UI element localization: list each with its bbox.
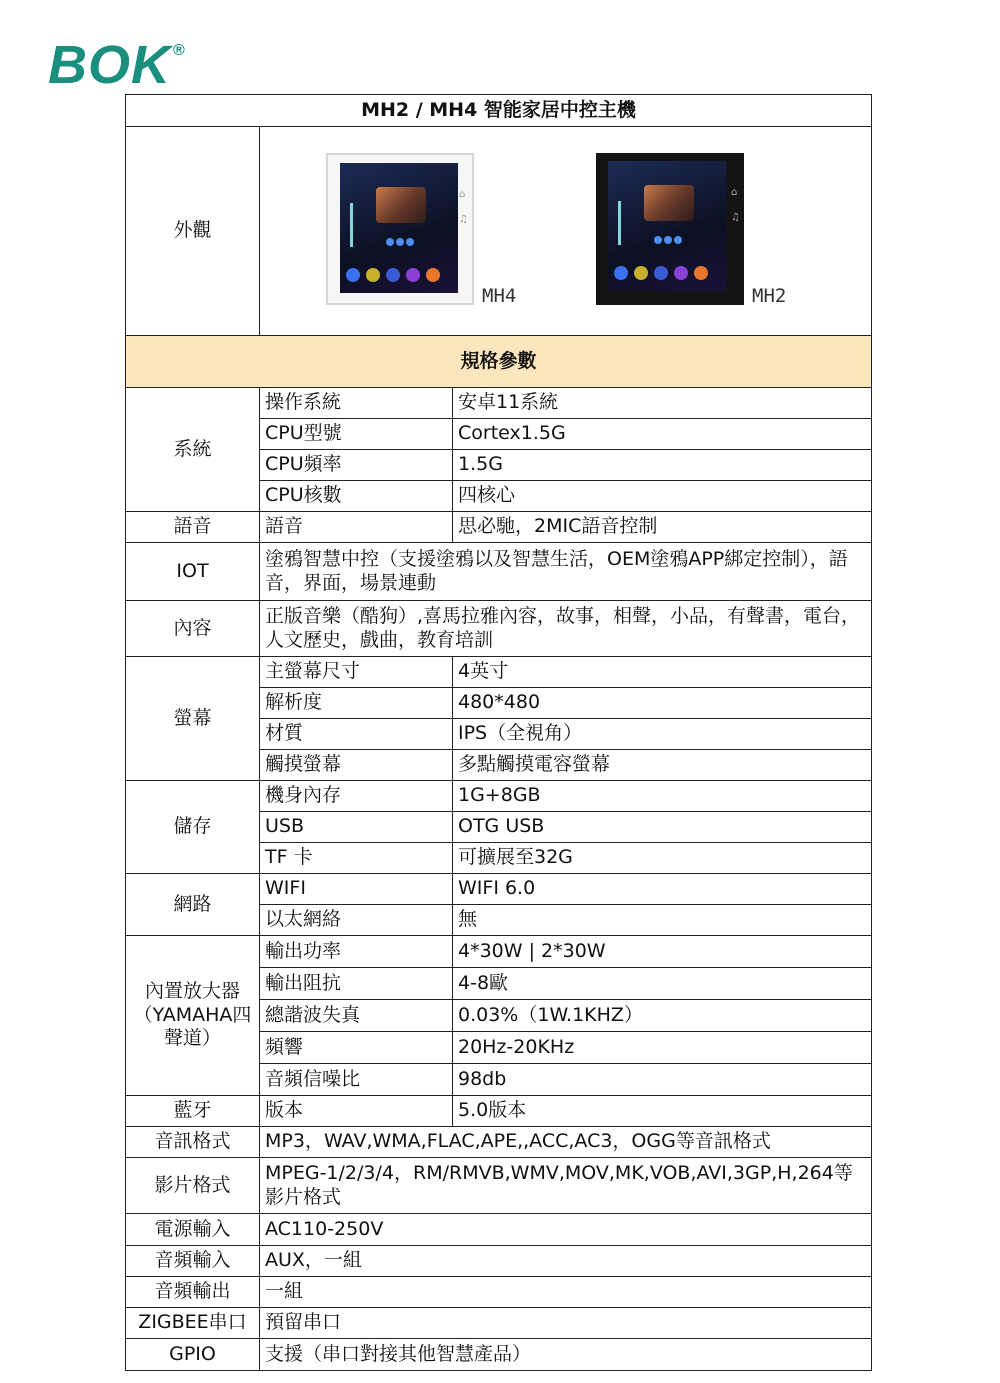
spec-key: 以太網絡: [260, 905, 453, 936]
system-label: 系統: [126, 388, 260, 512]
spec-value: 4-8歐: [453, 968, 872, 1000]
amp-label: 內置放大器（YAMAHA四聲道）: [126, 936, 260, 1096]
spec-value: 4英寸: [453, 657, 872, 688]
spec-value: 5.0版本: [453, 1096, 872, 1127]
spec-value: 可擴展至32G: [453, 843, 872, 874]
mh2-caption: MH2: [752, 285, 787, 307]
spec-key: TF 卡: [260, 843, 453, 874]
voice-label: 語音: [126, 512, 260, 543]
spec-value: 1.5G: [453, 450, 872, 481]
gpio-value: 支援（串口對接其他智慧產品）: [260, 1339, 872, 1371]
spec-value: 無: [453, 905, 872, 936]
spec-value: Cortex1.5G: [453, 419, 872, 450]
spec-key: 解析度: [260, 688, 453, 719]
audio-output-value: 一組: [260, 1277, 872, 1308]
spec-value: 4*30W | 2*30W: [453, 936, 872, 968]
mh4-device-image: ⌂ ♫: [326, 153, 474, 305]
spec-value: 0.03%（1W.1KHZ）: [453, 1000, 872, 1032]
spec-key: USB: [260, 812, 453, 843]
audio-input-label: 音頻輸入: [126, 1246, 260, 1277]
spec-key: CPU頻率: [260, 450, 453, 481]
spec-table: [125, 94, 872, 1371]
storage-label: 儲存: [126, 781, 260, 874]
power-input-label: 電源輸入: [126, 1214, 260, 1246]
spec-value: WIFI 6.0: [453, 874, 872, 905]
spec-key: 輸出功率: [260, 936, 453, 968]
appearance-label: 外觀: [126, 127, 260, 336]
screen-label: 螢幕: [126, 657, 260, 781]
spec-value: 480*480: [453, 688, 872, 719]
spec-value: 四核心: [453, 481, 872, 512]
registered-mark: ®: [173, 42, 186, 59]
video-format-value: MPEG-1/2/3/4，RM/RMVB,WMV,MOV,MK,VOB,AVI,3GP,H,264等影片格式: [260, 1158, 872, 1214]
spec-value: 安卓11系統: [453, 388, 872, 419]
bluetooth-label: 藍牙: [126, 1096, 260, 1127]
spec-key: 操作系統: [260, 388, 453, 419]
spec-header: 規格參數: [126, 336, 872, 388]
content-value: 正版音樂（酷狗）,喜馬拉雅內容，故事，相聲，小品，有聲書，電台，人文歷史，戲曲，教育培訓: [260, 601, 872, 657]
spec-key: 音頻信噪比: [260, 1064, 453, 1096]
table-title: MH2 / MH4 智能家居中控主機: [126, 95, 872, 127]
audio-output-label: 音頻輸出: [126, 1277, 260, 1308]
network-label: 網路: [126, 874, 260, 936]
spec-key: 輸出阻抗: [260, 968, 453, 1000]
spec-key: CPU型號: [260, 419, 453, 450]
spec-value: 思必馳，2MIC語音控制: [453, 512, 872, 543]
spec-key: CPU核數: [260, 481, 453, 512]
power-input-value: AC110-250V: [260, 1214, 872, 1246]
spec-value: 20Hz-20KHz: [453, 1032, 872, 1064]
spec-key: 頻響: [260, 1032, 453, 1064]
iot-value: 塗鴉智慧中控（支援塗鴉以及智慧生活，OEM塗鴉APP綁定控制），語音，界面，場景連動: [260, 543, 872, 601]
spec-value: OTG USB: [453, 812, 872, 843]
brand-logo: [48, 34, 186, 96]
video-format-label: 影片格式: [126, 1158, 260, 1214]
content-label: 內容: [126, 601, 260, 657]
spec-value: IPS（全視角）: [453, 719, 872, 750]
spec-key: 觸摸螢幕: [260, 750, 453, 781]
product-photos: [260, 127, 872, 336]
spec-key: 版本: [260, 1096, 453, 1127]
audio-format-label: 音訊格式: [126, 1127, 260, 1158]
spec-key: WIFI: [260, 874, 453, 905]
iot-label: IOT: [126, 543, 260, 601]
mh4-caption: MH4: [482, 285, 517, 307]
mh2-device-image: ⌂ ♫: [596, 153, 744, 305]
spec-value: 1G+8GB: [453, 781, 872, 812]
spec-value: 98db: [453, 1064, 872, 1096]
audio-input-value: AUX，一組: [260, 1246, 872, 1277]
spec-value: 多點觸摸電容螢幕: [453, 750, 872, 781]
zigbee-value: 預留串口: [260, 1308, 872, 1339]
spec-key: 總諧波失真: [260, 1000, 453, 1032]
spec-key: 主螢幕尺寸: [260, 657, 453, 688]
spec-key: 機身內存: [260, 781, 453, 812]
gpio-label: GPIO: [126, 1339, 260, 1371]
zigbee-label: ZIGBEE串口: [126, 1308, 260, 1339]
logo-text: BOK: [48, 35, 171, 95]
spec-key: 材質: [260, 719, 453, 750]
spec-key: 語音: [260, 512, 453, 543]
audio-format-value: MP3，WAV,WMA,FLAC,APE,,ACC,AC3，OGG等音訊格式: [260, 1127, 872, 1158]
